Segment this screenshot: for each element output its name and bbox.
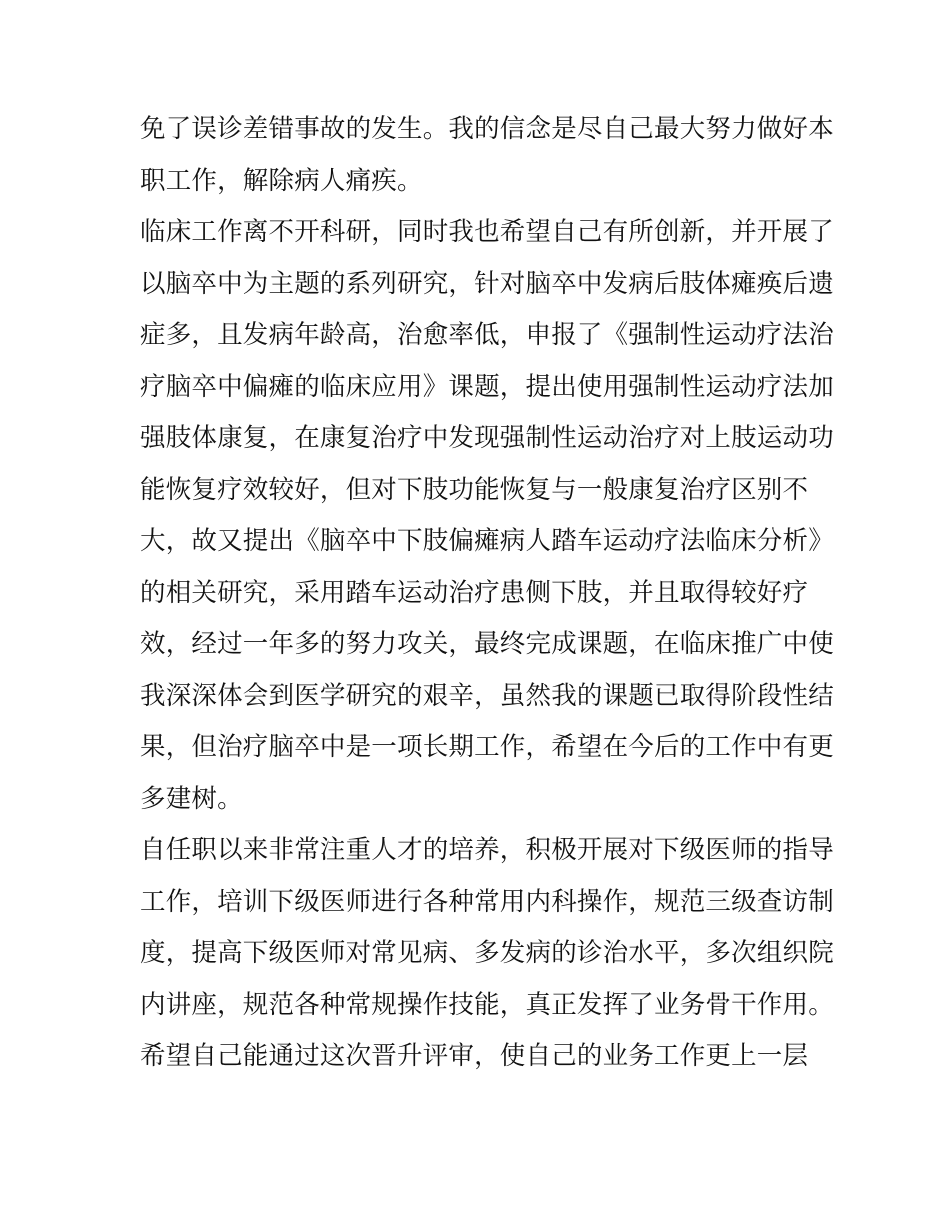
text-line: 大，故又提出《脑卒中下肢偏瘫病人踏车运动疗法临床分析》 (140, 526, 834, 556)
text-line: 症多，且发病年龄高，治愈率低，申报了《强制性运动疗法治 (140, 320, 834, 350)
text-line: 职工作，解除病人痛疾。 (140, 165, 423, 196)
text-line: 工作，培训下级医师进行各种常用内科操作，规范三级查访制 (140, 886, 834, 917)
text-line: 以脑卒中为主题的系列研究，针对脑卒中发病后肢体瘫痪后遗 (140, 268, 834, 299)
text-line: 内讲座，规范各种常规操作技能，真正发挥了业务骨干作用。 (140, 989, 834, 1020)
text-line: 多建树。 (140, 783, 243, 814)
text-line: 疗脑卒中偏瘫的临床应用》课题，提出使用强制性运动疗法加 (140, 371, 834, 402)
text-line: 免了误诊差错事故的发生。我的信念是尽自己最大努力做好本 (140, 114, 834, 144)
text-line: 强肢体康复，在康复治疗中发现强制性运动治疗对上肢运动功 (140, 423, 834, 453)
text-line: 能恢复疗效较好，但对下肢功能恢复与一般康复治疗区别不 (140, 474, 809, 505)
text-line: 效，经过一年多的努力攻关，最终完成课题，在临床推广中使 (140, 629, 834, 659)
text-line: 我深深体会到医学研究的艰辛，虽然我的课题已取得阶段性结 (140, 680, 834, 711)
body-text (140, 104, 834, 1083)
text-line: 的相关研究，采用踏车运动治疗患侧下肢，并且取得较好疗 (140, 577, 809, 608)
text-line: 临床工作离不开科研，同时我也希望自己有所创新，并开展了 (140, 217, 834, 247)
text-line: 度，提高下级医师对常见病、多发病的诊治水平，多次组织院 (140, 938, 834, 968)
text-line: 果，但治疗脑卒中是一项长期工作，希望在今后的工作中有更 (140, 732, 834, 762)
text-line: 自任职以来非常注重人才的培养，积极开展对下级医师的指导 (140, 835, 834, 865)
text-line: 希望自己能通过这次晋升评审，使自己的业务工作更上一层 (140, 1041, 809, 1071)
